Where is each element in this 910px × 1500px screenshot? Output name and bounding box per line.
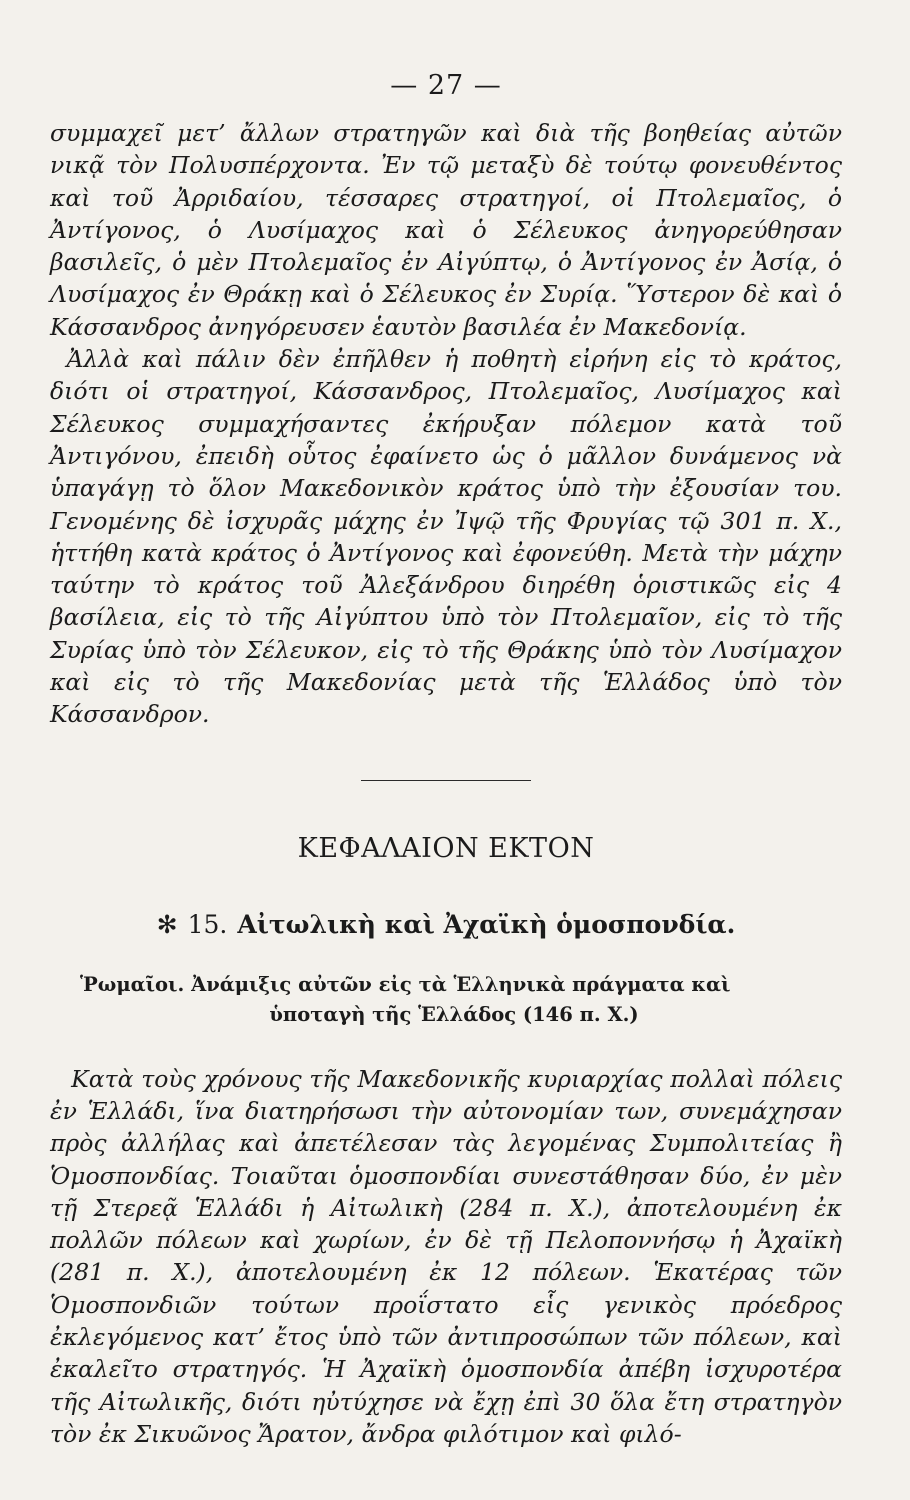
section-heading [50,910,842,939]
chapter-title: ΚΕΦΑΛΑΙΟΝ ΕΚΤΟΝ [297,832,595,864]
subheading-text: Ἀνάμιξις αὐτῶν εἰς τὰ Ἑλληνικὰ πράγματα καὶ [191,972,731,996]
subheading-label: Ῥωμαῖοι. [80,972,185,996]
paragraph-1: συμμαχεῖ μετ’ ἄλλων στρατηγῶν καὶ διὰ τῆς βοηθείας αὐτῶν νικᾷ τὸν Πολυσπέρχοντα. Ἐν τῷ μεταξὺ δὲ τούτῳ φονευθέντος καὶ τοῦ Ἀρριδαίου, τέσσαρες στρατηγοί, οἱ Πτολεμαῖος, ὁ Ἀντίγονος, ὁ Λυσίμαχος καὶ ὁ Σέλευκος ἀνηγορεύθησαν βασιλεῖς, ὁ μὲν Πτολεμαῖος ἐν Αἰγύπτῳ, ὁ Ἀντίγονος ἐν Ἀσίᾳ, ὁ Λυσίμαχος ἐν Θράκῃ καὶ ὁ Σέλευκος ἐν Συρίᾳ. Ὕστερον δὲ καὶ ὁ Κάσσανδρος ἀνηγόρευσεν ἑαυτὸν βασιλέα ἐν Μακεδονίᾳ. [50,119,842,341]
section-divider [361,780,531,781]
paragraph-3: Κατὰ τοὺς χρόνους τῆς Μακεδονικῆς κυριαρχίας πολλαὶ πόλεις ἐν Ἑλλάδι, ἵνα διατηρήσωσι τὴν αὐτονομίαν των, συνεμάχησαν πρὸς ἀλλήλας καὶ ἀπετέλεσαν τὰς λεγομένας Συμπολιτείας ἢ Ὁμοσπονδίας. Τοιαῦται ὁμοσπονδίαι συνεστάθησαν δύο, ἐν μὲν τῇ Στερεᾷ Ἑλλάδι ἡ Αἰτωλικὴ (284 π. Χ.), ἀποτελουμένη ἐκ πολλῶν πόλεων καὶ χωρίων, ἐν δὲ τῇ Πελοποννήσῳ ἡ Ἀχαϊκὴ (281 π. Χ.), ἀποτελουμένη ἐκ 12 πόλεων. Ἑκατέρας τῶν Ὁμοσπονδιῶν τούτων προΐστατο εἷς γενικὸς πρόεδρος ἐκλεγόμενος κατ’ ἔτος ὑπὸ τῶν ἀντιπροσώπων τῶν πόλεων, καὶ ἐκαλεῖτο στρατηγός. Ἡ Ἀχαϊκὴ ὁμοσπονδία ἀπέβη ἰσχυροτέρα τῆς Αἰτωλικῆς, διότι ηὐτύχησε νὰ ἔχῃ ἐπὶ 30 ὅλα ἔτη στρατηγὸν τὸν ἐκ Σικυῶνος Ἄρατον, ἄνδρα φιλότιμον καὶ φιλό- [50,1064,842,1448]
section-title: Αἰτωλικὴ καὶ Ἀχαϊκὴ ὁμοσπονδία. [237,909,736,939]
paragraph-2: Ἀλλὰ καὶ πάλιν δὲν ἐπῆλθεν ἡ ποθητὴ εἰρήνη εἰς τὸ κράτος, διότι οἱ στρατηγοί, Κάσσανδρος, Πτολεμαῖος, Λυσίμαχος καὶ Σέλευκος συμμαχήσαντες ἐκήρυξαν πόλεμον κατὰ τοῦ Ἀντιγόνου, ἐπειδὴ οὗτος ἐφαίνετο ὡς ὁ μᾶλλον δυνάμενος νὰ ὑπαγάγῃ τὸ ὅλον Μακεδονικὸν κράτος ὑπὸ τὴν ἐξουσίαν του. Γενομένης δὲ ἰσχυρᾶς μάχης ἐν Ἰψῷ τῆς Φρυγίας τῷ 301 π. Χ., ἡττήθη κατὰ κράτος ὁ Ἀντίγονος καὶ ἐφονεύθη. Μετὰ τὴν μάχην ταύτην τὸ κράτος τοῦ Ἀλεξάνδρου διηρέθη ὁριστικῶς εἰς 4 βασίλεια, εἰς τὸ τῆς Αἰγύπτου ὑπὸ τὸν Πτολεμαῖον, εἰς τὸ τῆς Συρίας ὑπὸ τὸν Σέλευκον, εἰς τὸ τῆς Θράκης ὑπὸ τὸν Λυσίμαχον καὶ εἰς τὸ τῆς Μακεδονίας μετὰ τῆς Ἑλλάδος ὑπὸ τὸν Κάσσανδρον. [50,345,842,729]
page-number: — 27 — [390,70,502,101]
asterisk-icon: ✻ [156,909,178,939]
section-subheading [80,970,828,1030]
section-number: 15. [187,909,228,939]
subheading-line2: ὑποταγὴ τῆς Ἑλλάδος (146 π. Χ.) [269,1002,639,1026]
